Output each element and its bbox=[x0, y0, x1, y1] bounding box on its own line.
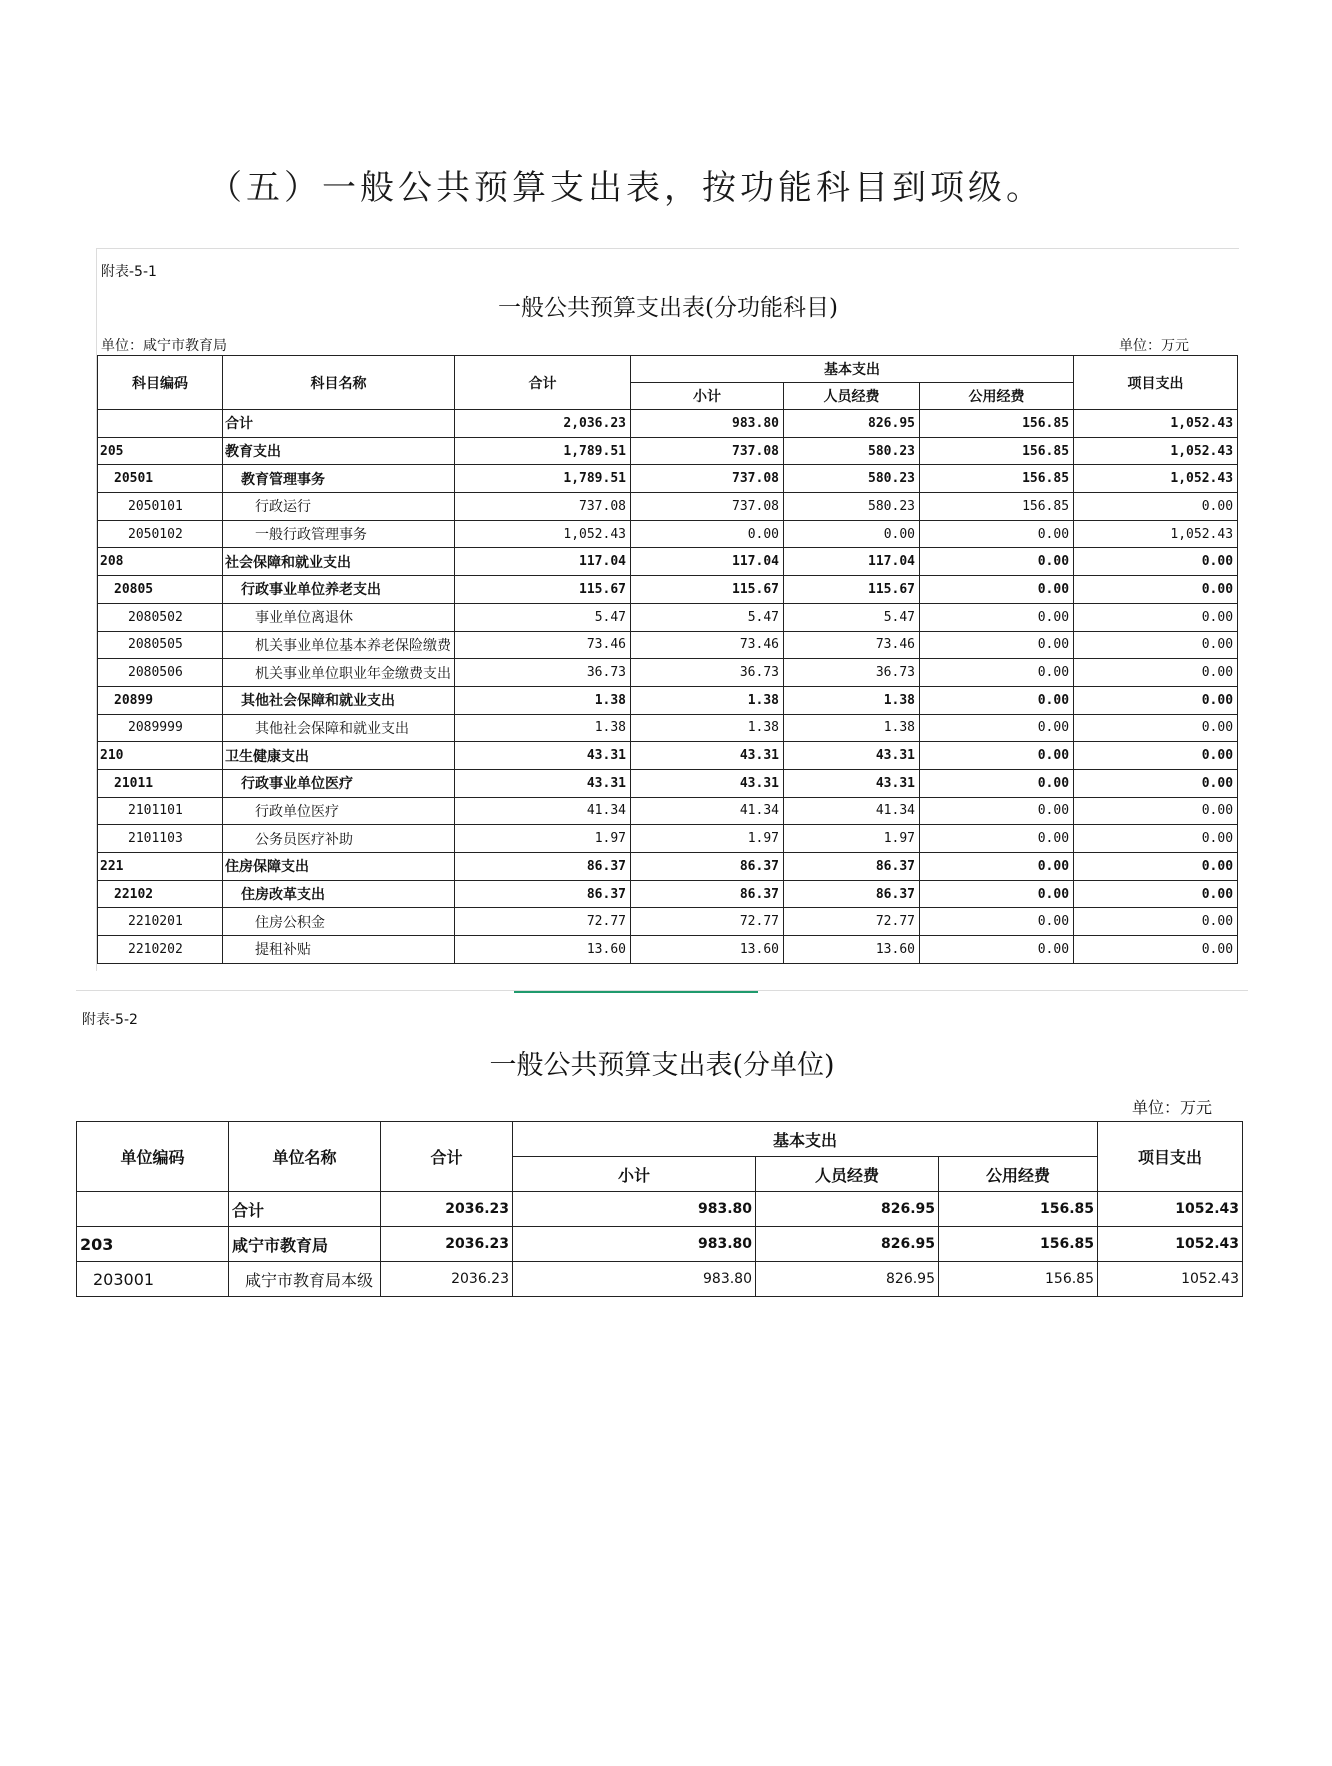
table-row bbox=[98, 410, 1238, 438]
cell-personnel: 1.97 bbox=[784, 825, 920, 853]
unit-budget-table bbox=[76, 1121, 1243, 1297]
cell-total: 43.31 bbox=[455, 769, 631, 797]
function-budget-panel bbox=[96, 248, 1239, 971]
header-public: 公用经费 bbox=[920, 383, 1074, 410]
cell-total: 1.97 bbox=[455, 825, 631, 853]
cell-project: 1,052.43 bbox=[1074, 410, 1238, 438]
cell-subtotal: 5.47 bbox=[631, 603, 784, 631]
cell-total: 117.04 bbox=[455, 548, 631, 576]
cell-subtotal: 13.60 bbox=[631, 936, 784, 964]
cell-code: 2050101 bbox=[98, 493, 223, 521]
cell-code: 20805 bbox=[98, 576, 223, 604]
cell-subtotal: 983.80 bbox=[631, 410, 784, 438]
section-heading: （五）一般公共预算支出表，按功能科目到项级。 bbox=[208, 168, 1044, 208]
cell-name: 住房改革支出 bbox=[223, 880, 455, 908]
cell-project: 0.00 bbox=[1074, 493, 1238, 521]
cell-project: 1052.43 bbox=[1098, 1192, 1243, 1227]
cell-total: 86.37 bbox=[455, 853, 631, 881]
cell-total: 1.38 bbox=[455, 714, 631, 742]
cell-subtotal: 983.80 bbox=[513, 1192, 756, 1227]
cell-personnel: 0.00 bbox=[784, 520, 920, 548]
cell-code: 21011 bbox=[98, 769, 223, 797]
cell-name: 一般行政管理事务 bbox=[223, 520, 455, 548]
cell-code: 2089999 bbox=[98, 714, 223, 742]
header-basic: 基本支出 bbox=[513, 1122, 1098, 1157]
cell-project: 0.00 bbox=[1074, 880, 1238, 908]
header-subtotal: 小计 bbox=[513, 1157, 756, 1192]
cell-personnel: 73.46 bbox=[784, 631, 920, 659]
cell-personnel: 115.67 bbox=[784, 576, 920, 604]
cell-code: 2210201 bbox=[98, 908, 223, 936]
cell-public: 0.00 bbox=[920, 603, 1074, 631]
header-project: 项目支出 bbox=[1098, 1122, 1243, 1192]
header-public: 公用经费 bbox=[939, 1157, 1098, 1192]
cell-project: 0.00 bbox=[1074, 825, 1238, 853]
cell-project: 0.00 bbox=[1074, 742, 1238, 770]
cell-public: 0.00 bbox=[920, 908, 1074, 936]
cell-name: 教育管理事务 bbox=[223, 465, 455, 493]
cell-name: 住房公积金 bbox=[223, 908, 455, 936]
cell-personnel: 580.23 bbox=[784, 437, 920, 465]
cell-subtotal: 737.08 bbox=[631, 465, 784, 493]
cell-subtotal: 983.80 bbox=[513, 1262, 756, 1297]
cell-personnel: 826.95 bbox=[756, 1227, 939, 1262]
cell-name: 行政事业单位医疗 bbox=[223, 769, 455, 797]
cell-name: 行政单位医疗 bbox=[223, 797, 455, 825]
header-personnel: 人员经费 bbox=[756, 1157, 939, 1192]
cell-public: 156.85 bbox=[939, 1192, 1098, 1227]
table-row bbox=[98, 880, 1238, 908]
cell-personnel: 72.77 bbox=[784, 908, 920, 936]
cell-subtotal: 737.08 bbox=[631, 493, 784, 521]
cell-personnel: 826.95 bbox=[756, 1262, 939, 1297]
cell-code: 2050102 bbox=[98, 520, 223, 548]
cell-subtotal: 43.31 bbox=[631, 742, 784, 770]
cell-project: 0.00 bbox=[1074, 797, 1238, 825]
cell-code: 2080502 bbox=[98, 603, 223, 631]
header-name: 单位名称 bbox=[229, 1122, 381, 1192]
cell-subtotal: 41.34 bbox=[631, 797, 784, 825]
cell-name: 其他社会保障和就业支出 bbox=[223, 686, 455, 714]
table-row bbox=[98, 631, 1238, 659]
cell-total: 2036.23 bbox=[381, 1227, 513, 1262]
cell-subtotal: 86.37 bbox=[631, 853, 784, 881]
table-row bbox=[77, 1227, 1243, 1262]
cell-public: 0.00 bbox=[920, 576, 1074, 604]
cell-public: 0.00 bbox=[920, 520, 1074, 548]
cell-public: 156.85 bbox=[920, 493, 1074, 521]
table-row bbox=[98, 853, 1238, 881]
cell-total: 2,036.23 bbox=[455, 410, 631, 438]
cell-name: 行政事业单位养老支出 bbox=[223, 576, 455, 604]
cell-subtotal: 1.97 bbox=[631, 825, 784, 853]
cell-project: 0.00 bbox=[1074, 936, 1238, 964]
cell-total: 13.60 bbox=[455, 936, 631, 964]
cell-personnel: 13.60 bbox=[784, 936, 920, 964]
header-subtotal: 小计 bbox=[631, 383, 784, 410]
cell-public: 156.85 bbox=[920, 465, 1074, 493]
cell-project: 0.00 bbox=[1074, 714, 1238, 742]
cell-name: 合计 bbox=[223, 410, 455, 438]
table-title: 一般公共预算支出表(分单位) bbox=[489, 1050, 835, 1081]
cell-subtotal: 737.08 bbox=[631, 437, 784, 465]
header-total: 合计 bbox=[381, 1122, 513, 1192]
cell-code: 20899 bbox=[98, 686, 223, 714]
cell-code: 22102 bbox=[98, 880, 223, 908]
cell-subtotal: 36.73 bbox=[631, 659, 784, 687]
cell-project: 0.00 bbox=[1074, 631, 1238, 659]
cell-name: 合计 bbox=[229, 1192, 381, 1227]
table-row bbox=[98, 520, 1238, 548]
cell-name: 社会保障和就业支出 bbox=[223, 548, 455, 576]
cell-personnel: 826.95 bbox=[756, 1192, 939, 1227]
cell-project: 1052.43 bbox=[1098, 1262, 1243, 1297]
cell-public: 0.00 bbox=[920, 797, 1074, 825]
cell-total: 41.34 bbox=[455, 797, 631, 825]
cell-project: 0.00 bbox=[1074, 548, 1238, 576]
cell-public: 156.85 bbox=[920, 410, 1074, 438]
cell-public: 0.00 bbox=[920, 769, 1074, 797]
cell-total: 72.77 bbox=[455, 908, 631, 936]
cell-project: 0.00 bbox=[1074, 853, 1238, 881]
table-row bbox=[98, 797, 1238, 825]
cell-total: 2036.23 bbox=[381, 1192, 513, 1227]
unit-department: 单位：咸宁市教育局 bbox=[101, 338, 227, 354]
cell-name: 卫生健康支出 bbox=[223, 742, 455, 770]
cell-subtotal: 1.38 bbox=[631, 714, 784, 742]
cell-total: 1,789.51 bbox=[455, 437, 631, 465]
cell-total: 1,789.51 bbox=[455, 465, 631, 493]
table-row bbox=[98, 686, 1238, 714]
cell-name: 机关事业单位职业年金缴费支出 bbox=[223, 659, 455, 687]
table-row bbox=[77, 1192, 1243, 1227]
cell-total: 36.73 bbox=[455, 659, 631, 687]
table-row bbox=[98, 465, 1238, 493]
cell-personnel: 43.31 bbox=[784, 769, 920, 797]
cell-total: 1.38 bbox=[455, 686, 631, 714]
cell-project: 0.00 bbox=[1074, 576, 1238, 604]
table-row bbox=[98, 825, 1238, 853]
header-personnel: 人员经费 bbox=[784, 383, 920, 410]
cell-personnel: 1.38 bbox=[784, 714, 920, 742]
cell-code: 203 bbox=[77, 1227, 229, 1262]
cell-project: 0.00 bbox=[1074, 686, 1238, 714]
cell-code: 203001 bbox=[77, 1262, 229, 1297]
cell-public: 0.00 bbox=[920, 936, 1074, 964]
unit-currency: 单位：万元 bbox=[1132, 1098, 1213, 1117]
cell-public: 156.85 bbox=[939, 1227, 1098, 1262]
cell-project: 0.00 bbox=[1074, 908, 1238, 936]
header-code: 科目编码 bbox=[98, 356, 223, 410]
cell-total: 115.67 bbox=[455, 576, 631, 604]
cell-code: 2080506 bbox=[98, 659, 223, 687]
cell-code: 208 bbox=[98, 548, 223, 576]
cell-total: 5.47 bbox=[455, 603, 631, 631]
cell-code bbox=[77, 1192, 229, 1227]
cell-project: 1052.43 bbox=[1098, 1227, 1243, 1262]
header-total: 合计 bbox=[455, 356, 631, 410]
cell-project: 0.00 bbox=[1074, 603, 1238, 631]
unit-budget-body bbox=[77, 1192, 1243, 1297]
cell-total: 73.46 bbox=[455, 631, 631, 659]
unit-budget-panel bbox=[76, 990, 1248, 1309]
header-basic: 基本支出 bbox=[631, 356, 1074, 383]
cell-personnel: 86.37 bbox=[784, 880, 920, 908]
cell-name: 提租补贴 bbox=[223, 936, 455, 964]
function-budget-table bbox=[97, 355, 1238, 964]
cell-code: 20501 bbox=[98, 465, 223, 493]
cell-personnel: 36.73 bbox=[784, 659, 920, 687]
cell-project: 0.00 bbox=[1074, 769, 1238, 797]
cell-name: 公务员医疗补助 bbox=[223, 825, 455, 853]
cell-personnel: 826.95 bbox=[784, 410, 920, 438]
cell-code bbox=[98, 410, 223, 438]
cell-total: 43.31 bbox=[455, 742, 631, 770]
function-budget-body bbox=[98, 410, 1238, 964]
cell-subtotal: 0.00 bbox=[631, 520, 784, 548]
cell-code: 2080505 bbox=[98, 631, 223, 659]
cell-name: 机关事业单位基本养老保险缴费 bbox=[223, 631, 455, 659]
cell-subtotal: 1.38 bbox=[631, 686, 784, 714]
header-project: 项目支出 bbox=[1074, 356, 1238, 410]
cell-project: 0.00 bbox=[1074, 659, 1238, 687]
appendix-tag: 附表-5-2 bbox=[82, 1012, 138, 1028]
cell-public: 0.00 bbox=[920, 659, 1074, 687]
cell-total: 737.08 bbox=[455, 493, 631, 521]
cell-name: 其他社会保障和就业支出 bbox=[223, 714, 455, 742]
table-title: 一般公共预算支出表(分功能科目) bbox=[498, 295, 838, 321]
cell-total: 86.37 bbox=[455, 880, 631, 908]
cell-public: 0.00 bbox=[920, 548, 1074, 576]
cell-personnel: 580.23 bbox=[784, 493, 920, 521]
cell-project: 1,052.43 bbox=[1074, 437, 1238, 465]
cell-subtotal: 983.80 bbox=[513, 1227, 756, 1262]
header-code: 单位编码 bbox=[77, 1122, 229, 1192]
cell-total: 1,052.43 bbox=[455, 520, 631, 548]
table-row bbox=[98, 603, 1238, 631]
cell-code: 2210202 bbox=[98, 936, 223, 964]
table-row bbox=[98, 714, 1238, 742]
header-name: 科目名称 bbox=[223, 356, 455, 410]
cell-personnel: 580.23 bbox=[784, 465, 920, 493]
cell-code: 2101103 bbox=[98, 825, 223, 853]
cell-subtotal: 72.77 bbox=[631, 908, 784, 936]
cell-subtotal: 73.46 bbox=[631, 631, 784, 659]
cell-personnel: 86.37 bbox=[784, 853, 920, 881]
cell-total: 2036.23 bbox=[381, 1262, 513, 1297]
cell-public: 0.00 bbox=[920, 853, 1074, 881]
table-row bbox=[98, 548, 1238, 576]
cell-public: 0.00 bbox=[920, 686, 1074, 714]
cell-public: 156.85 bbox=[939, 1262, 1098, 1297]
unit-currency: 单位：万元 bbox=[1119, 338, 1189, 354]
cell-code: 2101101 bbox=[98, 797, 223, 825]
cell-public: 0.00 bbox=[920, 880, 1074, 908]
table-row bbox=[98, 576, 1238, 604]
table-row bbox=[98, 936, 1238, 964]
cell-name: 事业单位离退休 bbox=[223, 603, 455, 631]
cell-code: 210 bbox=[98, 742, 223, 770]
cell-name: 教育支出 bbox=[223, 437, 455, 465]
cell-code: 205 bbox=[98, 437, 223, 465]
cell-personnel: 41.34 bbox=[784, 797, 920, 825]
cell-public: 156.85 bbox=[920, 437, 1074, 465]
appendix-tag: 附表-5-1 bbox=[101, 264, 157, 280]
cell-code: 221 bbox=[98, 853, 223, 881]
cell-public: 0.00 bbox=[920, 631, 1074, 659]
cell-public: 0.00 bbox=[920, 825, 1074, 853]
table-row bbox=[98, 437, 1238, 465]
cell-subtotal: 115.67 bbox=[631, 576, 784, 604]
cell-personnel: 43.31 bbox=[784, 742, 920, 770]
cell-subtotal: 43.31 bbox=[631, 769, 784, 797]
table-row bbox=[98, 742, 1238, 770]
cell-name: 住房保障支出 bbox=[223, 853, 455, 881]
table-row bbox=[98, 769, 1238, 797]
cell-public: 0.00 bbox=[920, 742, 1074, 770]
cell-project: 1,052.43 bbox=[1074, 520, 1238, 548]
cell-name: 行政运行 bbox=[223, 493, 455, 521]
table-row bbox=[98, 659, 1238, 687]
cell-name: 咸宁市教育局 bbox=[229, 1227, 381, 1262]
cell-name: 咸宁市教育局本级 bbox=[229, 1262, 381, 1297]
cell-personnel: 5.47 bbox=[784, 603, 920, 631]
cell-project: 1,052.43 bbox=[1074, 465, 1238, 493]
cell-personnel: 1.38 bbox=[784, 686, 920, 714]
table-row bbox=[77, 1262, 1243, 1297]
cell-subtotal: 86.37 bbox=[631, 880, 784, 908]
table-row bbox=[98, 493, 1238, 521]
cell-subtotal: 117.04 bbox=[631, 548, 784, 576]
table-row bbox=[98, 908, 1238, 936]
cell-public: 0.00 bbox=[920, 714, 1074, 742]
cell-personnel: 117.04 bbox=[784, 548, 920, 576]
